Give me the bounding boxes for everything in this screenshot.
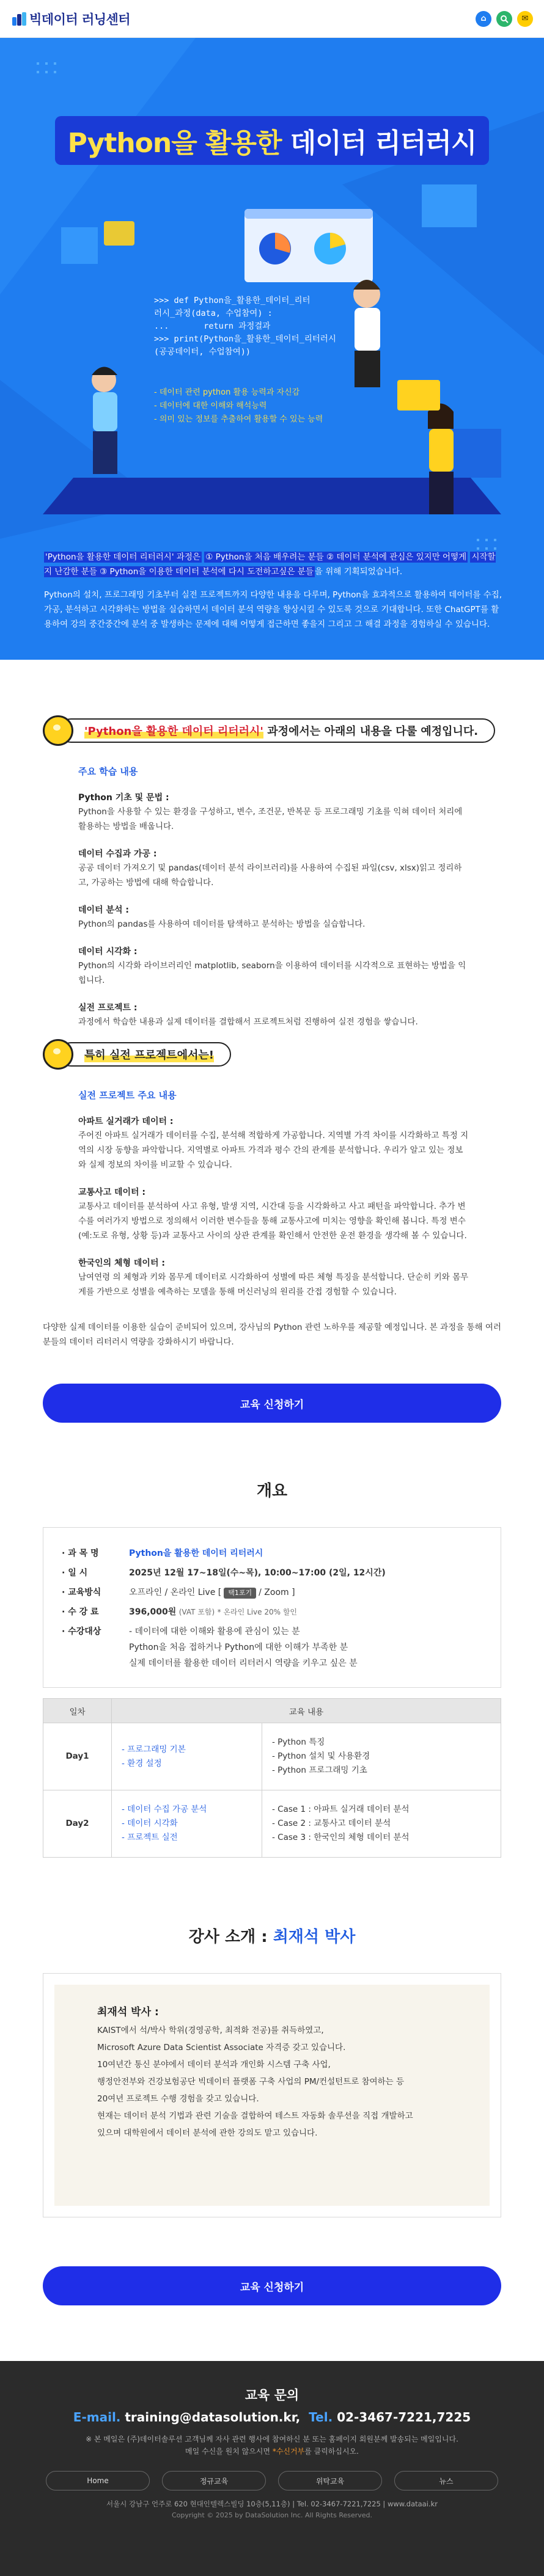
schedule-topic-item: - 데이터 시각화 [122, 1819, 178, 1828]
fee-discount: * 온라인 Live 20% 할인 [217, 1608, 298, 1616]
schedule-topic [112, 1723, 262, 1790]
lecturer-title [0, 1924, 544, 1947]
lecturer-line: 현재는 데이터 분석 기법과 관련 기술을 결합하여 테스트 자동화 솔루션을 직접 개발하고 [97, 2111, 413, 2121]
kakao-icon[interactable]: ✉ [517, 11, 533, 27]
schedule-topic-item: - 프로그래밍 기본 [122, 1744, 186, 1754]
footer-note-line [0, 2445, 544, 2457]
code-snippet [154, 294, 374, 359]
schedule-header-content: 교육 내용 [112, 1699, 501, 1723]
lecturer-profile [54, 1985, 490, 2206]
method-after: / Zoom ] [259, 1588, 295, 1597]
lecturer-title-prefix: 강사 소개 : [188, 1928, 268, 1946]
logo-mark-icon [12, 12, 26, 26]
intro-paragraph-1 [44, 550, 502, 579]
footer-contact [0, 2410, 544, 2425]
course-item-title: 데이터 수집과 가공 : [78, 849, 157, 859]
unsubscribe-link[interactable]: *수신거부 [272, 2447, 305, 2456]
overview-key: · 과 목 명 [62, 1549, 99, 1558]
tel-value: 02-3467-7221,7225 [337, 2410, 471, 2425]
lightbulb-icon [43, 1039, 73, 1070]
footer [0, 2361, 544, 2576]
lecturer-box [43, 1973, 501, 2217]
schedule-detail-item: - Python 설치 및 사용환경 [272, 1751, 370, 1761]
overview-row [62, 1544, 482, 1563]
hero-benefit-item: - 데이터 관련 python 활용 능력과 자신감 [154, 388, 300, 397]
target-line: 실제 데이터를 활용한 데이터 리터러시 역량을 키우고 싶은 분 [129, 1658, 358, 1668]
footer-address: 서울시 강남구 언주로 620 현대인텔렉스빌딩 10층(5,11층) | Tel. 02-3467-7221,7225 | www.dataai.kr [106, 2500, 438, 2508]
lecturer-line: 행정안전부와 건강보험공단 빅데이터 플랫폼 구축 사업의 PM/컨설턴트로 참여하는 등 [97, 2077, 405, 2087]
course-item-title: 데이터 시각화 : [78, 947, 138, 957]
lightbulb-icon [43, 715, 73, 746]
project-content [78, 1089, 469, 1299]
intro-text: 을 위해 기획되었습니다. [314, 567, 403, 577]
overview-row [62, 1563, 482, 1583]
fee-note: (VAT 포함) [178, 1608, 215, 1616]
lecturer-line: 20여년 프로젝트 수행 경험을 갖고 있습니다. [97, 2094, 259, 2104]
lecturer-line: 있으며 대학원에서 데이터 분석에 관한 강의도 맡고 있습니다. [97, 2128, 318, 2138]
hero-intro [44, 550, 502, 632]
code-line: (공공데이터, 수업참여)) [154, 347, 251, 357]
apply-button[interactable]: 교육 신청하기 [43, 1384, 501, 1423]
logo[interactable] [12, 10, 130, 28]
course-section-header [43, 715, 501, 746]
hero-title-part2: 데이터 리터러시 [290, 128, 477, 159]
method-open-bracket: [ [218, 1588, 222, 1597]
schedule-topic [112, 1790, 262, 1858]
hero-benefit-item: - 데이터에 대한 이해와 해석능력 [154, 401, 267, 410]
apply-button-bottom[interactable]: 교육 신청하기 [43, 2266, 501, 2305]
overview-key: · 수 강 료 [62, 1607, 99, 1617]
code-line: ... return 과정결과 [154, 321, 271, 331]
intro-paragraph-2: Python의 설치, 프로그래밍 기초부터 실전 프로젝트까지 다양한 내용을 다루며, Python을 효과적으로 활용하여 데이터를 수집, 가공, 분석하고 시각화하는 방법을 실습하면서 데이터 분석 역량을 향상시킬 수 있도록 것으로 기대합니다. 또한 ChatGPT를 활용하여 강의 중간중간에 분석 중 발생하는 문제에 대해 어떻게 접근하면 좋을지 그리고 그 해결 과정을 경험하실 수 있습니다. [44, 590, 502, 629]
footer-note [0, 2433, 544, 2457]
lecturer-line: Microsoft Azure Data Scientist Associate 자격증 갖고 있습니다. [97, 2043, 346, 2052]
hero-benefit-list [154, 386, 399, 426]
project-item [78, 1186, 469, 1243]
footer-nav-regular[interactable]: 정규교육 [162, 2471, 266, 2490]
footer-copyright: Copyright © 2025 by DataSolution Inc. All Rights Reserved. [171, 2511, 373, 2519]
project-section [43, 1038, 501, 1349]
overview-key: · 교육방식 [62, 1588, 101, 1597]
schedule-header-row [43, 1699, 501, 1723]
overview-row [62, 1622, 482, 1671]
schedule-day: Day1 [43, 1723, 112, 1790]
hero-title-part1: Python을 활용한 [67, 128, 282, 159]
code-line: >>> def Python을_활용한_데이터_리터 [154, 296, 311, 305]
course-item [78, 847, 469, 890]
schedule-row [43, 1790, 501, 1858]
course-item [78, 903, 469, 932]
footer-title: 교육 문의 [244, 2388, 300, 2403]
hero-banner [0, 38, 544, 660]
overview-row [62, 1602, 482, 1622]
project-block-title: 실전 프로젝트 주요 내용 [78, 1090, 177, 1101]
project-item-title: 한국인의 체형 데이터 : [78, 1258, 165, 1268]
project-item [78, 1115, 469, 1172]
schedule-day: Day2 [43, 1790, 112, 1858]
project-item-title: 교통사고 데이터 : [78, 1188, 146, 1197]
top-icons [476, 11, 533, 27]
footer-note-line: ※ 본 메일은 (주)데이터솔루션 고객님께 자사 관련 행사에 참여하신 분 또는 홈페이지 회원분께 발송되는 메일입니다. [86, 2435, 458, 2443]
schedule-topic-item: - 프로젝트 실전 [122, 1833, 178, 1842]
schedule-detail [262, 1723, 501, 1790]
project-section-pill [59, 1042, 231, 1067]
overview-value [129, 1544, 482, 1563]
footer-nav-consignment[interactable]: 위탁교육 [278, 2471, 382, 2490]
course-item-title: Python 기초 및 문법 : [78, 793, 169, 803]
home-icon[interactable]: ⌂ [476, 11, 491, 27]
course-header-em: 'Python을 활용한 데이터 리터러시' [84, 723, 263, 739]
schedule-detail [262, 1790, 501, 1858]
schedule-detail-item: - Case 1 : 아파트 실거래 데이터 분석 [272, 1804, 410, 1814]
project-section-header [43, 1038, 501, 1070]
overview-key: · 일 시 [62, 1568, 88, 1578]
overview-key: · 수강대상 [62, 1627, 101, 1636]
schedule-detail-item: - Case 3 : 한국인의 체형 데이터 분석 [272, 1833, 410, 1842]
project-closing-text: 다양한 실제 데이터를 이용한 실습이 준비되어 있으며, 강사님의 Python 관련 노하우를 제공할 예정입니다. 본 과정을 통해 여러분들의 데이터 리터러시 역량을 강화하시기 바랍니다. [43, 1323, 502, 1347]
footer-nav-home[interactable]: Home [46, 2471, 150, 2490]
search-icon[interactable] [496, 11, 512, 27]
overview-title: 개요 [256, 1482, 288, 1500]
hero-benefit-item: - 의미 있는 정보를 추출하여 활용할 수 있는 능력 [154, 415, 323, 424]
project-item [78, 1257, 469, 1299]
lecturer-line: KAIST에서 석/박사 학위(경영공학, 최적화 전공)를 취득하였고, [97, 2026, 324, 2035]
course-item-desc: Python을 사용할 수 있는 환경을 구성하고, 변수, 조건문, 반복문 등 프로그래밍 기초를 익혀 데이터 처리에 활용하는 방법을 배웁니다. [78, 807, 463, 831]
project-item-desc: 주어진 아파트 실거래가 데이터를 수집, 분석해 적합하게 가공합니다. 지역별 가격 차이를 시각화하고 특정 지역의 시장 동향을 파악합니다. 지역별로 아파트 가격과 평수 간의 관계를 분석합니다. 우리가 알고 있는 정보와 실제 정보의 차이를 비교할 수 있습니다. [78, 1131, 469, 1170]
schedule-topic-item: - 데이터 수집 가공 분석 [122, 1804, 207, 1814]
overview-row [62, 1583, 482, 1602]
schedule-header-day: 일차 [43, 1699, 112, 1723]
course-header-rest: 과정에서는 아래의 내용을 다룰 예정입니다. [267, 725, 479, 738]
intro-highlight: 'Python을 활용한 데이터 리터러시' 과정은 [45, 552, 200, 562]
course-item-desc: Python의 pandas를 사용하여 데이터를 탐색하고 분석하는 방법을 실습합니다. [78, 919, 366, 929]
course-item-title: 실전 프로젝트 : [78, 1003, 138, 1013]
schedule-detail-item: - Python 특징 [272, 1737, 325, 1747]
course-section [43, 715, 501, 1043]
unsubscribe-suffix: 를 클릭하십시오. [304, 2447, 359, 2456]
target-line: Python을 처음 접하거나 Python에 대한 이해가 부족한 분 [129, 1643, 348, 1652]
course-name-value: Python을 활용한 데이터 리터러시 [129, 1549, 263, 1558]
overview-box [43, 1527, 501, 1688]
course-item [78, 945, 469, 988]
lecturer-name: 최재석 박사 : [97, 2006, 159, 2018]
tel-label: Tel. [309, 2410, 333, 2425]
intro-highlight: 시작할지 난감한 분들 ③ Python을 이용한 데이터 분석에 다시 도전하고싶은 분들 [44, 552, 496, 577]
schedule-row [43, 1723, 501, 1790]
fee-value: 396,000원 [129, 1607, 177, 1617]
course-content [78, 765, 469, 1029]
top-bar [0, 0, 544, 38]
course-block-title: 주요 학습 내용 [78, 766, 138, 777]
footer-nav [0, 2471, 544, 2490]
schedule-detail-item: - Python 프로그래밍 기초 [272, 1765, 367, 1775]
footer-nav-news[interactable]: 뉴스 [394, 2471, 498, 2490]
schedule-table [43, 1698, 501, 1858]
course-item-title: 데이터 분석 : [78, 905, 129, 915]
lecturer-line: 10여년간 통신 분야에서 데이터 분석과 개인화 시스템 구축 사업, [97, 2060, 331, 2070]
code-line: >>> print(Python을_활용한_데이터_리터러시 [154, 334, 336, 344]
intro-highlight: ① Python을 처음 배우려는 분들 ② 데이터 분석에 관심은 있지만 어떻게 [205, 552, 467, 562]
course-section-pill [59, 718, 495, 743]
email-label: E-mail. [73, 2410, 121, 2425]
course-item [78, 1001, 469, 1029]
overview-value [129, 1602, 482, 1622]
schedule-value: 2025년 12월 17~18일(수~목), 10:00~17:00 (2일, 12시간) [129, 1568, 386, 1578]
method-badge: 택1포기 [224, 1588, 256, 1599]
target-line: - 데이터에 대한 이해와 활용에 관심이 있는 분 [129, 1627, 300, 1636]
overview-value [129, 1563, 482, 1583]
course-item [78, 791, 469, 834]
lecturer-title-name: 최재석 박사 [273, 1928, 356, 1946]
schedule-topic-item: - 환경 설정 [122, 1758, 162, 1768]
logo-text: 빅데이터 러닝센터 [29, 12, 131, 27]
schedule-detail-item: - Case 2 : 교통사고 데이터 분석 [272, 1819, 391, 1828]
project-item-title: 아파트 실거래가 데이터 : [78, 1117, 174, 1126]
project-item-desc: 남여연령 의 체형과 키와 몸무게 데이터로 시각화하여 성별에 따른 체형 특징을 분석합니다. 단순히 키와 몸무게를 가반으로 성별을 예측하는 모델을 통해 머신러닝의 원리를 간접 경험할 수 있습니다. [78, 1272, 469, 1297]
course-item-desc: Python의 시각화 라이브러리인 matplotlib, seaborn을 이용하여 데이터를 시각적으로 표현하는 방법을 익힙니다. [78, 961, 466, 985]
code-line: 러시_과정(data, 수업참여) : [154, 308, 273, 318]
overview-value [129, 1622, 482, 1671]
project-item-desc: 교통사고 데이터를 분석하여 사고 유형, 발생 지역, 시간대 등을 시각화하고 사고 패턴을 파악합니다. 추가 변수를 여러가지 방법으로 정의해서 이러한 변수들을 통해 교통사고에 미치는 영향을 확인해 봅니다. 특정 변수(예:도로 유형, 상황 등)과 교통사고 사이의 상관 관계를 확인해서 안전한 운전 환경을 생각해 볼 수 있습니다. [78, 1202, 467, 1241]
unsubscribe-prefix: 메일 수신을 원치 않으시면 [185, 2447, 270, 2456]
overview-value [129, 1583, 482, 1602]
project-header-text: 특히 실전 프로젝트에서는! [84, 1046, 214, 1062]
course-item-desc: 공공 데이터 가져오기 및 pandas(데이터 분석 라이브러리)를 사용하여 수집된 파일(csv, xlsx)읽고 정리하고, 가공하는 방법에 대해 학습합니다. [78, 863, 462, 888]
course-item-desc: 과정에서 학습한 내용과 실제 데이터를 결합해서 프로젝트처럼 진행하여 실전 경험을 쌓습니다. [78, 1017, 418, 1027]
method-value: 오프라인 / 온라인 Live [129, 1588, 216, 1597]
hero-title [55, 116, 489, 165]
main-content [0, 660, 544, 2576]
email-link[interactable]: training@datasolution.kr, [125, 2410, 301, 2425]
